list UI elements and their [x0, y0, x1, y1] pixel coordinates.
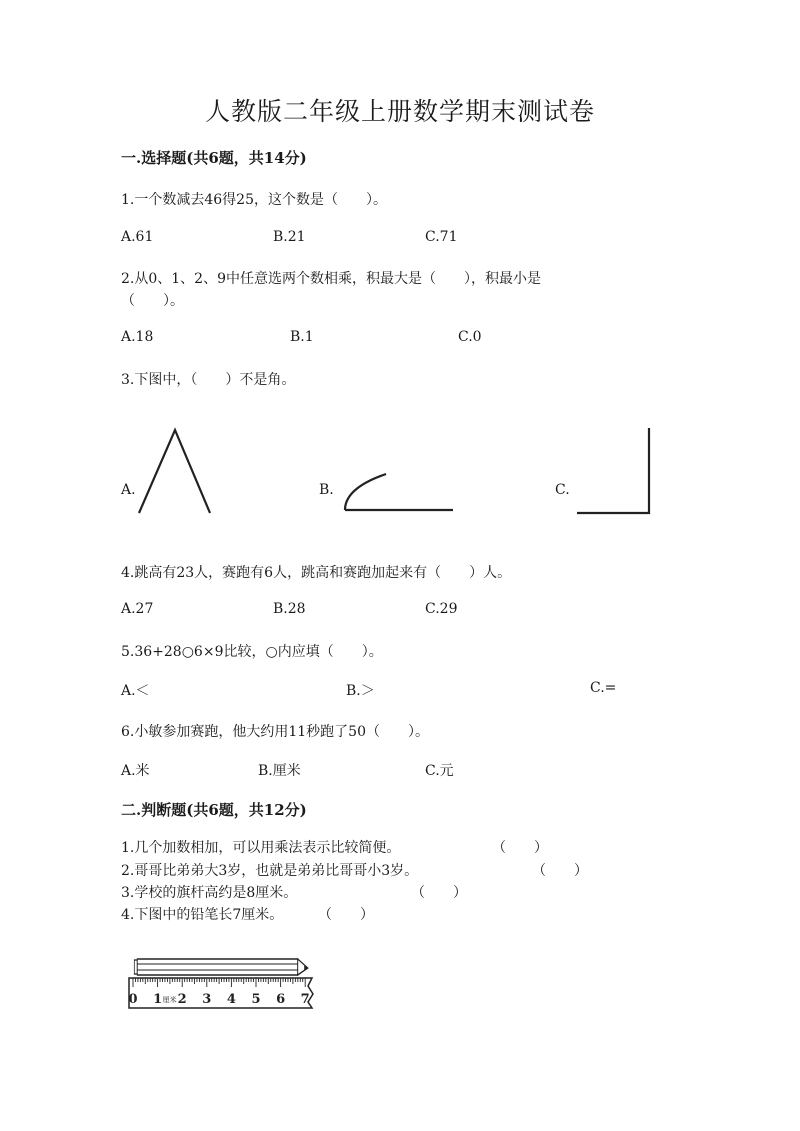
q5-option-b: B.＞ — [346, 683, 375, 699]
q2-option-c: C.0 — [458, 329, 482, 345]
q4-option-b: B.28 — [273, 601, 306, 617]
right-angle-figure-c — [570, 420, 660, 520]
q3-text: 3.下图中，（ ）不是角。 — [121, 372, 296, 388]
section2-heading: 二.判断题(共6题，共12分) — [121, 801, 307, 819]
q2-option-b: B.1 — [290, 329, 314, 345]
tf2-answer-paren: （ ） — [532, 863, 588, 879]
tf2-text: 2.哥哥比弟弟大3岁，也就是弟弟比哥哥小3岁。 — [121, 863, 419, 879]
page-title: 人教版二年级上册数学期末测试卷 — [204, 97, 595, 126]
tf3-answer-paren: （ ） — [411, 885, 467, 901]
q4-option-a: A.27 — [121, 601, 154, 617]
q4-option-c: C.29 — [425, 601, 458, 617]
q6-option-b: B.厘米 — [258, 763, 301, 779]
ruler-tick-label: 5 — [251, 992, 261, 1007]
tf4-answer-paren: （ ） — [318, 907, 374, 923]
ruler-tick-label: 3 — [202, 992, 212, 1007]
q1-option-a: A.61 — [121, 229, 154, 245]
q2-text: 2.从0、1、2、9中任意选两个数相乘，积最大是（ ），积最小是 — [121, 271, 541, 287]
curve-figure-b — [330, 470, 460, 520]
q2-option-a: A.18 — [121, 329, 154, 345]
q3-option-c: C. — [555, 482, 570, 498]
q6-option-c: C.元 — [425, 763, 454, 779]
ruler-tick-label: 4 — [226, 992, 236, 1007]
q1-option-c: C.71 — [425, 229, 458, 245]
q6-text: 6.小敏参加赛跑，他大约用11秒跑了50（ ）。 — [121, 724, 429, 740]
q5-option-c: C.= — [590, 680, 617, 696]
pencil-ruler-figure — [124, 950, 324, 1012]
q3-option-b: B. — [319, 482, 334, 498]
ruler-tick-label: 2 — [177, 992, 187, 1007]
q4-text: 4.跳高有23人，赛跑有6人，跳高和赛跑加起来有（ ）人。 — [121, 565, 512, 581]
tf1-answer-paren: （ ） — [492, 840, 548, 856]
angle-figure-a — [130, 420, 220, 520]
tf1-text: 1.几个加数相加，可以用乘法表示比较简便。 — [121, 840, 401, 856]
tf3-text: 3.学校的旗杆高约是8厘米。 — [121, 885, 298, 901]
q6-option-a: A.米 — [121, 763, 150, 779]
q2-text-cont: （ ）。 — [121, 293, 184, 309]
ruler-tick-label: 7 — [300, 992, 310, 1007]
q5-text: 5.36+28○6×9比较，○内应填（ ）。 — [121, 644, 383, 660]
tf4-text: 4.下图中的铅笔长7厘米。 — [121, 907, 284, 923]
q1-option-b: B.21 — [273, 229, 306, 245]
ruler — [128, 978, 313, 1008]
ruler-tick-label: 0 — [128, 992, 138, 1007]
q5-option-a: A.＜ — [121, 683, 150, 699]
ruler-unit-label: 厘米 — [162, 996, 177, 1004]
ruler-tick-label: 6 — [276, 992, 286, 1007]
q3-option-a: A. — [121, 482, 136, 498]
section1-heading: 一.选择题(共6题，共14分) — [121, 149, 307, 167]
pencil — [134, 959, 307, 975]
ruler-tick-label: 1 — [153, 992, 163, 1007]
q1-text: 1.一个数减去46得25，这个数是（ ）。 — [121, 192, 387, 208]
